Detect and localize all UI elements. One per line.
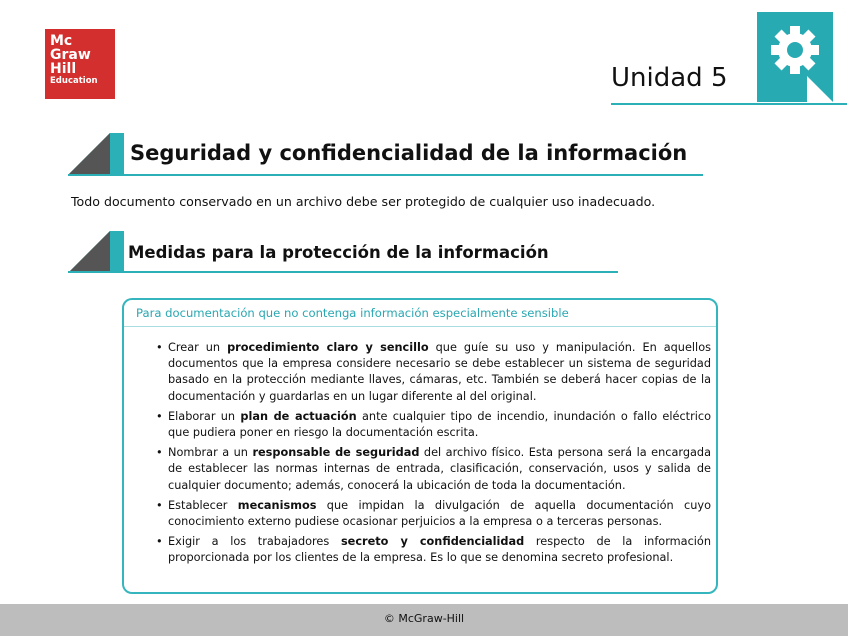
list-item: • Crear un procedimiento claro y sencillo que guíe su uso y manipulación. En aquellos documentos que la empresa considere necesario se debe establecer un sistema de seguridad basado en la protección mediante llaves, cámaras, etc. También se deberá hacer copias de la documentación y guardarlas en un lugar diferente al del original. [156, 340, 711, 405]
box-header: Para documentación que no contenga información especialmente sensible [136, 306, 569, 320]
section-2-rule [68, 271, 618, 273]
section-2-corner-icon [68, 231, 128, 273]
gear-icon [757, 12, 833, 102]
logo-line-mc: Mc [50, 33, 73, 49]
list-item: • Elaborar un plan de actuación ante cualquier tipo de incendio, inundación o fallo eléctrico que pudiera poner en riesgo la documentación escrita. [156, 409, 711, 441]
unit-title: Unidad 5 [611, 63, 728, 93]
list-item: • Establecer mecanismos que impidan la divulgación de aquella documentación cuyo conocimiento externo pudiese ocasionar perjuicios a la empresa o a terceras personas. [156, 498, 711, 530]
logo-line-education: Education [50, 76, 98, 86]
unit-underline [611, 103, 847, 105]
list-item: • Nombrar a un responsable de seguridad del archivo físico. Esta persona será la encargada de establecer las normas internas de entrada, clasificación, conservación, usos y salida de cualquier documento; además, conocerá la ubicación de toda la documentación. [156, 445, 711, 494]
footer-bar [0, 604, 848, 636]
logo-line-hill: Hill [50, 61, 77, 77]
section-2-title: Medidas para la protección de la información [128, 243, 549, 262]
section-1-rule [68, 174, 703, 176]
section-1-title: Seguridad y confidencialidad de la información [130, 141, 688, 165]
copyright-text: © McGraw-Hill [383, 612, 465, 625]
mcgraw-hill-logo [45, 29, 115, 99]
intro-text: Todo documento conservado en un archivo debe ser protegido de cualquier uso inadecuado. [71, 194, 656, 209]
measures-list [156, 340, 711, 571]
box-header-rule [124, 326, 716, 327]
list-item: • Exigir a los trabajadores secreto y confidencialidad respecto de la información proporcionada por los clientes de la empresa. Es lo que se denomina secreto profesional. [156, 534, 711, 566]
section-1-corner-icon [68, 133, 128, 175]
measures-box [122, 298, 718, 594]
gear-badge [757, 12, 833, 102]
logo-line-graw: Graw [50, 47, 91, 63]
